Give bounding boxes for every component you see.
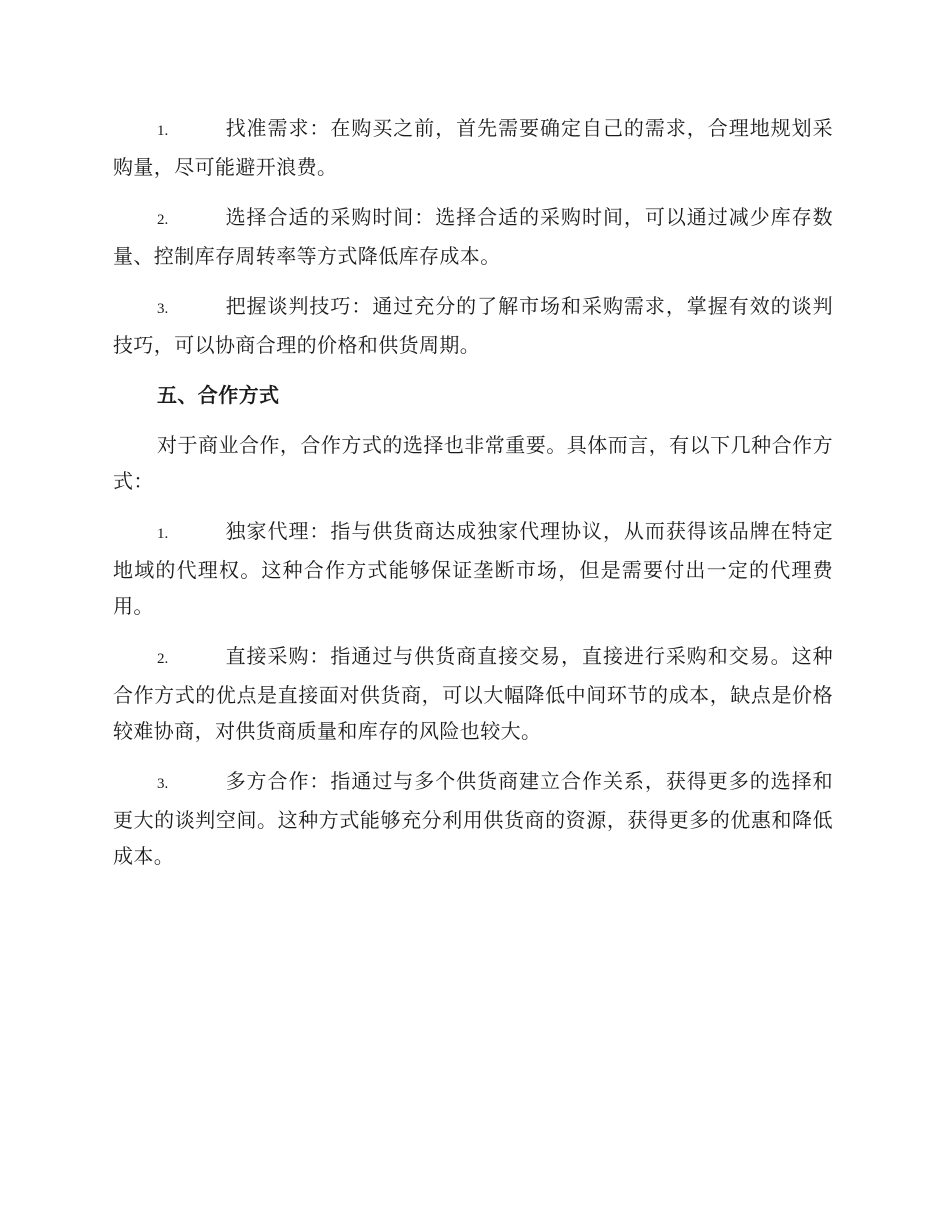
section-heading: 五、合作方式	[157, 383, 280, 407]
list-item	[113, 513, 833, 624]
list-number: 2.	[157, 651, 169, 667]
document-page	[113, 110, 833, 888]
list-item	[113, 638, 833, 749]
list-item	[113, 288, 833, 363]
list-number: 3.	[157, 301, 169, 317]
list-number: 1.	[157, 123, 169, 139]
list-item	[113, 763, 833, 874]
list-item	[113, 110, 833, 185]
list-number: 3.	[157, 776, 169, 792]
list-item	[113, 199, 833, 274]
list-item-text: 找准需求：在购买之前，首先需要确定自己的需求，合理地规划采购量，尽可能避开浪费。	[113, 116, 833, 179]
list-item-text: 选择合适的采购时间：选择合适的采购时间，可以通过减少库存数量、控制库存周转率等方式降低库存成本。	[113, 205, 833, 268]
intro-paragraph: 对于商业合作，合作方式的选择也非常重要。具体而言，有以下几种合作方式：	[113, 433, 833, 493]
list-item-text: 多方合作：指通过与多个供货商建立合作关系，获得更多的选择和更大的谈判空间。这种方式能够充分利用供货商的资源，获得更多的优惠和降低成本。	[113, 769, 833, 868]
list-number: 2.	[157, 212, 169, 228]
list-item-text: 把握谈判技巧：通过充分的了解市场和采购需求，掌握有效的谈判技巧，可以协商合理的价格和供货周期。	[113, 294, 833, 357]
list-item-text: 独家代理：指与供货商达成独家代理协议，从而获得该品牌在特定地域的代理权。这种合作方式能够保证垄断市场，但是需要付出一定的代理费用。	[113, 519, 833, 618]
list-number: 1.	[157, 526, 169, 542]
list-item-text: 直接采购：指通过与供货商直接交易，直接进行采购和交易。这种合作方式的优点是直接面对供货商，可以大幅降低中间环节的成本，缺点是价格较难协商，对供货商质量和库存的风险也较大。	[113, 644, 833, 743]
